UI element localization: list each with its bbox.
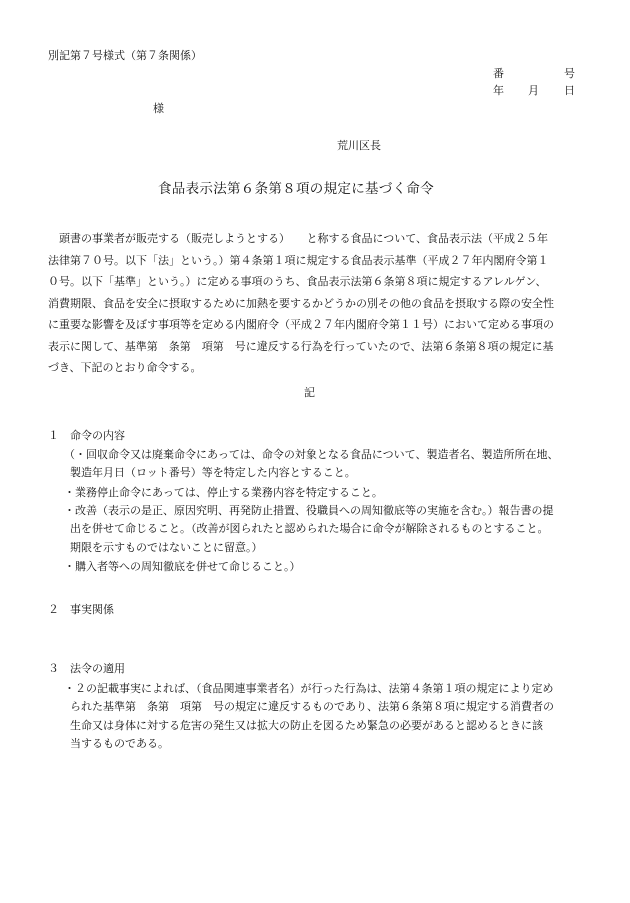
body-line: 消費期限、食品を安全に摂取するために加熱を要するかどうかの別その他の食品を摂取する際の安全性 [48, 296, 554, 310]
section-3-line: られた基準第 条第 項第 号の規定に違反するものであり、法第６条第８項に規定する消費者の [70, 700, 554, 713]
section-1-line: ・改善（表示の是正、原因究明、再発防止措置、役職員への周知徹底等の実施を含む。）報告書の提 [64, 504, 554, 517]
section-1-line: 出を併せて命じること。（改善が図られたと認められた場合に命令が解除されるものとすること。 [70, 522, 549, 535]
body-line: に重要な影響を及ぼす事項等を定める内閣府令（平成２７年内閣府令第１１号）において定める事項の [48, 318, 554, 331]
addressee-suffix: 様 [153, 102, 164, 115]
date-month: 月 [528, 84, 539, 97]
date-year: 年 [493, 84, 504, 97]
issuer: 荒川区長 [337, 139, 381, 152]
section-1-heading: １ 命令の内容 [48, 429, 125, 442]
number-label: 番 [493, 67, 504, 80]
body-paragraph [48, 228, 588, 379]
section-3-line: 当するものである。 [70, 737, 169, 750]
section-1-line: 製造年月日（ロット番号）等を特定した内容とすること。 [70, 466, 356, 479]
document-title: 食品表示法第６条第８項の規定に基づく命令 [158, 181, 434, 197]
section-1-line: （・回収命令又は廃棄命令にあっては、命令の対象となる食品について、製造者名、製造所所在地、 [64, 448, 559, 461]
section-3-heading: ３ 法令の適用 [48, 662, 125, 675]
date-day: 日 [564, 84, 575, 97]
section-1-line: 期限を示すものではないことに留意。） [70, 541, 263, 554]
section-1-line: ・業務停止命令にあっては、停止する業務内容を特定すること。 [64, 486, 383, 499]
body-line: ０号。以下「基準」という。）に定める事項のうち、食品表示法第６条第８項に規定するアレルゲン、 [48, 275, 547, 288]
body-line: 頭書の事業者が販売する（販売しようとする） と称する食品について、食品表示法（平成２５年 [59, 232, 549, 245]
body-line: 表示に関して、基準第 条第 項第 号に違反する行為を行っていたので、法第６条第８項の規定に基 [48, 339, 554, 353]
form-label: 別記第７号様式（第７条関係） [48, 49, 202, 62]
section-3-line: 生命又は身体に対する危害の発生又は拡大の防止を図るため緊急の必要があると認めるときに該 [70, 719, 543, 732]
body-line: 法律第７０号。以下「法」という。）第４条第１項に規定する食品表示基準（平成２７年内閣府令第１ [48, 253, 549, 267]
section-3-line: ・２の記載事実によれば、（食品関連事業者名）が行った行為は、法第４条第１項の規定により定め [64, 682, 554, 695]
section-2-heading: ２ 事実関係 [48, 603, 114, 616]
number-suffix: 号 [564, 67, 575, 80]
body-line: づき、下記のとおり命令する。 [48, 361, 202, 374]
section-1-line: ・購入者等への周知徹底を併せて命じること。） [64, 560, 301, 573]
ki-heading: 記 [304, 386, 315, 399]
